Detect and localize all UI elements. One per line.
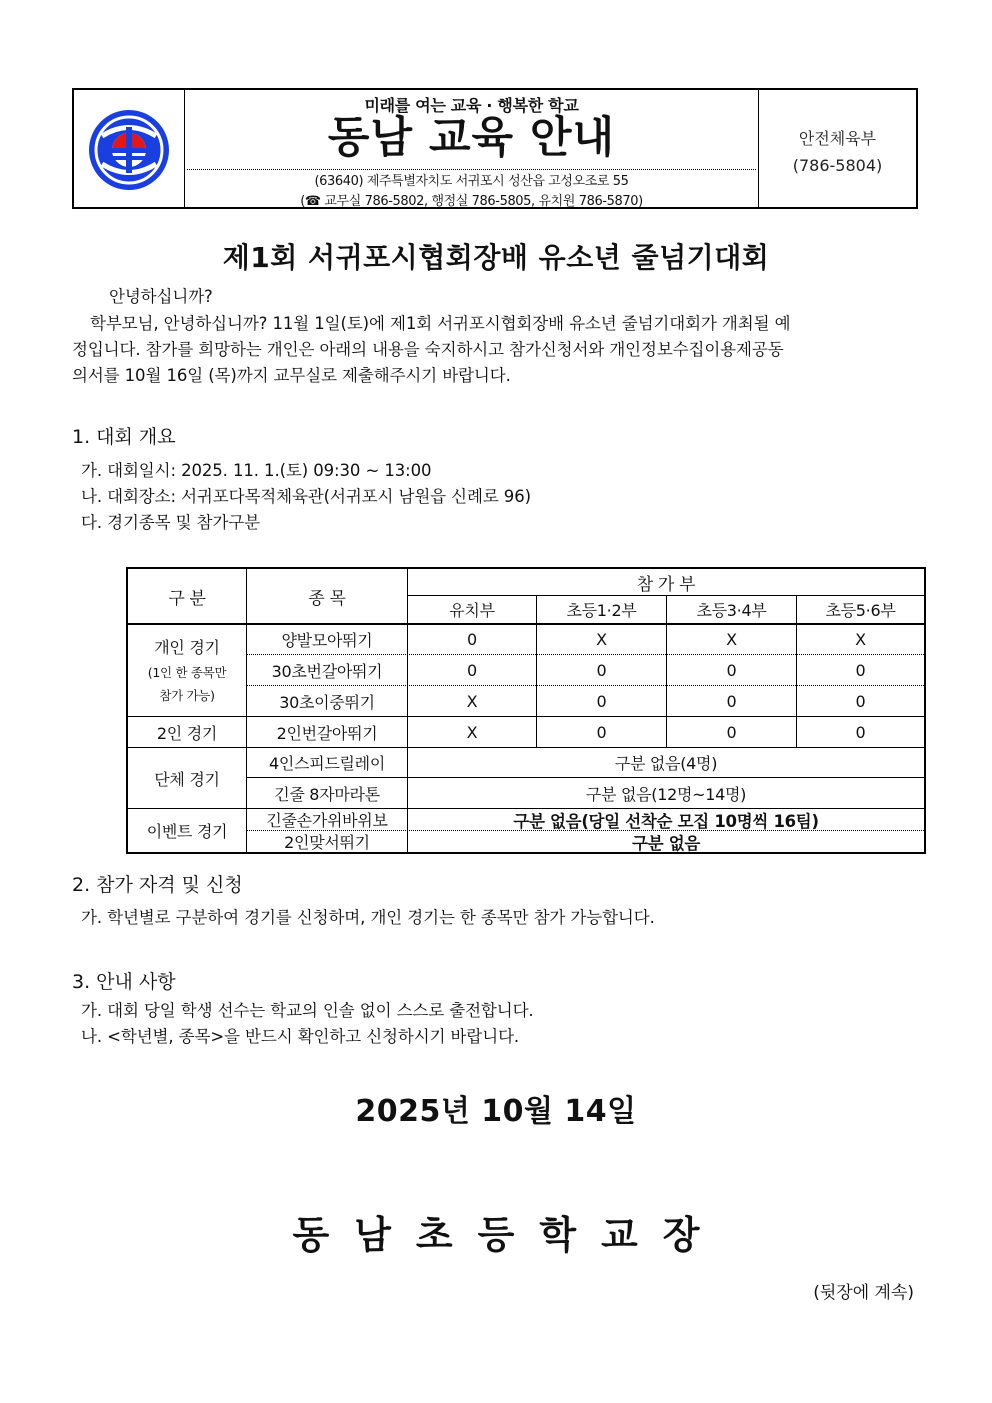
intro-line-3: 의서를 10월 16일 (목)까지 교무실로 제출해주시기 바랍니다. <box>72 366 511 385</box>
intro-line-2: 정입니다. 참가를 희망하는 개인은 아래의 내용을 숙지하시고 참가신청서와 개인정보수집이용제공동 <box>72 340 784 359</box>
table-cell: X <box>466 722 478 742</box>
principal-signature: 동남초등학교장 <box>292 1213 725 1257</box>
document-title: 제1회 서귀포시협회장배 유소년 줄넘기대회 <box>222 241 770 274</box>
event-name: 30초번갈아뛰기 <box>271 661 383 681</box>
event-name: 30초이중뛰기 <box>279 692 375 712</box>
section-3-item-2: 나. <학년별, 종목>을 반드시 확인하고 신청하시기 바랍니다. <box>81 1027 520 1046</box>
header-slogan: 미래를 여는 교육 · 행복한 학교 <box>364 96 579 115</box>
group-individual-note-1: (1인 한 종목만 <box>147 664 227 680</box>
header-title: 동남 교육 안내 <box>327 113 616 163</box>
header-box <box>72 88 918 209</box>
table-cell: 0 <box>596 722 607 742</box>
table-cell: 0 <box>855 660 866 680</box>
section-1-heading: 1. 대회 개요 <box>72 426 176 448</box>
merged-cell: 구분 없음(4명) <box>614 754 718 773</box>
header-title-cell <box>185 90 759 207</box>
continued-note: (뒷장에 계속) <box>813 1283 914 1303</box>
table-cell: X <box>466 691 478 711</box>
division-kindergarten: 유치부 <box>449 601 495 620</box>
intro-line-1: 학부모님, 안녕하십니까? 11월 1일(토)에 제1회 서귀포시협회장배 유소년 줄넘기대회가 개최될 예 <box>90 314 791 333</box>
section-3-item-1: 가. 대회 당일 학생 선수는 학교의 인솔 없이 스스로 출전합니다. <box>81 1001 534 1020</box>
event-name: 긴줄손가위바위보 <box>266 811 388 830</box>
merged-cell: 구분 없음 <box>631 833 700 853</box>
table-cell: 0 <box>855 722 866 742</box>
table-cell: 0 <box>596 660 607 680</box>
event-name: 2인맞서뛰기 <box>284 833 370 852</box>
section-2-heading: 2. 참가 자격 및 신청 <box>72 874 243 896</box>
logo-cell <box>74 90 185 207</box>
section-1-item-3: 다. 경기종목 및 참가구분 <box>81 513 260 532</box>
division-grade-5-6: 초등5·6부 <box>825 601 896 620</box>
table-cell: 0 <box>726 722 737 742</box>
merged-cell: 구분 없음(12명~14명) <box>585 784 747 804</box>
group-pair: 2인 경기 <box>156 723 218 743</box>
section-1-item-1: 가. 대회일시: 2025. 11. 1.(토) 09:30 ~ 13:00 <box>81 461 432 480</box>
table-cell: X <box>596 630 607 649</box>
section-2-item-1: 가. 학년별로 구분하여 경기를 신청하며, 개인 경기는 한 종목만 참가 가능합니다. <box>81 908 655 927</box>
table-cell: 0 <box>726 660 737 680</box>
event-name: 4인스피드릴레이 <box>269 754 385 773</box>
table-cell: 0 <box>596 691 607 711</box>
group-individual <box>128 625 246 716</box>
department-cell <box>759 90 916 207</box>
event-name: 긴줄 8자마라톤 <box>274 784 380 804</box>
section-3-heading: 3. 안내 사항 <box>72 971 176 993</box>
division-grade-1-2: 초등1·2부 <box>566 601 637 620</box>
table-cell: 0 <box>467 660 477 680</box>
table-cell: 0 <box>855 691 866 711</box>
greeting: 안녕하십니까? <box>109 287 213 306</box>
department-name: 안전체육부 <box>798 129 877 148</box>
header-event: 종 목 <box>308 588 346 609</box>
group-event: 이벤트 경기 <box>146 822 228 841</box>
division-grade-3-4: 초등3·4부 <box>696 601 767 620</box>
table-cell: X <box>855 630 866 649</box>
school-phones: (☎ 교무실 786-5802, 행정실 786-5805, 유치원 786-5870) <box>300 194 643 209</box>
group-team: 단체 경기 <box>154 769 220 789</box>
group-individual-label: 개인 경기 <box>154 637 220 657</box>
table-cell: X <box>726 630 737 649</box>
header-category: 구 분 <box>168 588 206 609</box>
section-1-item-2: 나. 대회장소: 서귀포다목적체육관(서귀포시 남원읍 신례로 96) <box>81 487 531 506</box>
group-individual-note-2: 참가 가능) <box>159 687 215 703</box>
merged-cell: 구분 없음(당일 선착순 모집 10명씩 16팀) <box>513 811 819 831</box>
department-phone: (786-5804) <box>792 156 883 175</box>
school-emblem-icon <box>88 109 170 191</box>
table-cell: 0 <box>726 691 737 711</box>
event-name: 양발모아뛰기 <box>281 631 373 650</box>
event-table <box>126 567 926 854</box>
issue-date: 2025년 10월 14일 <box>355 1094 637 1129</box>
event-name: 2인번갈아뛰기 <box>276 723 378 743</box>
school-address: (63640) 제주특별자치도 서귀포시 성산읍 고성오조로 55 <box>314 174 629 189</box>
table-cell: 0 <box>467 630 477 649</box>
header-division: 참 가 부 <box>636 574 696 595</box>
